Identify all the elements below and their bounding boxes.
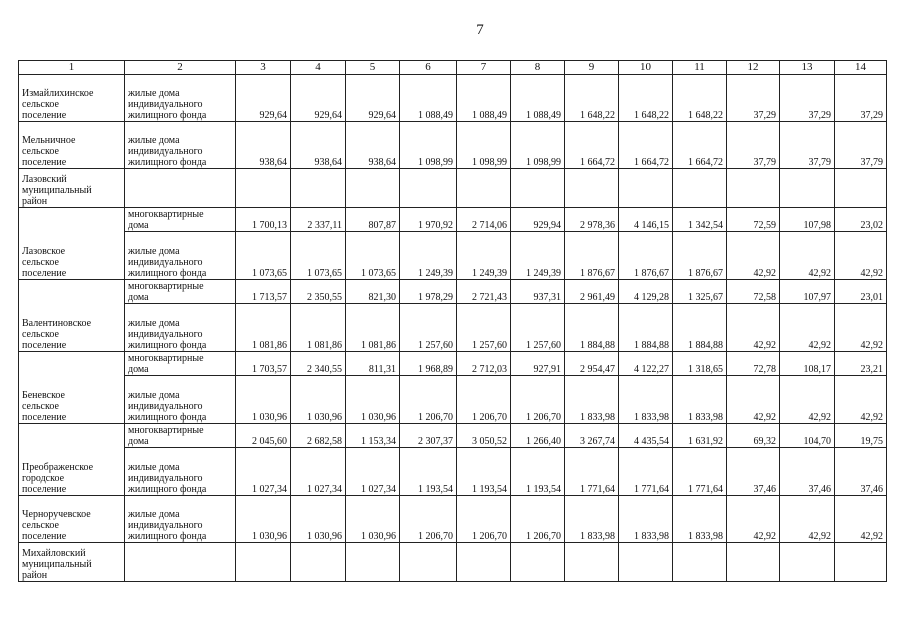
cell-text-line: сельское	[22, 146, 59, 157]
value-cell: 104,70	[780, 424, 835, 448]
cell-text-line: жилищного фонда	[128, 412, 207, 423]
value-cell: 929,64	[346, 75, 400, 122]
cell-text-line: жилые дома	[128, 318, 180, 329]
value-cell: 1 193,54	[457, 448, 511, 496]
cell-text-line: жилые дома	[128, 88, 180, 99]
value-cell	[673, 169, 727, 208]
value-cell	[511, 169, 565, 208]
value-cell: 23,01	[835, 280, 887, 304]
table-row	[19, 376, 887, 424]
value-cell	[346, 543, 400, 582]
value-cell: 938,64	[291, 122, 346, 169]
value-cell: 807,87	[346, 208, 400, 232]
value-cell: 69,32	[727, 424, 780, 448]
value-cell: 37,79	[780, 122, 835, 169]
value-cell: 1 833,98	[619, 496, 673, 543]
cell-text-line: многоквартирные	[128, 209, 204, 220]
value-cell: 42,92	[835, 232, 887, 280]
housing-type-cell	[125, 232, 236, 280]
housing-type-cell	[125, 424, 236, 448]
value-cell: 1 193,54	[400, 448, 457, 496]
value-cell	[291, 543, 346, 582]
municipal-district-cell	[19, 543, 125, 582]
value-cell: 1 030,96	[291, 496, 346, 543]
value-cell: 1 027,34	[346, 448, 400, 496]
value-cell: 1 030,96	[346, 376, 400, 424]
housing-type-cell	[125, 122, 236, 169]
housing-type-cell	[125, 280, 236, 304]
value-cell: 42,92	[727, 232, 780, 280]
value-cell: 1 876,67	[673, 232, 727, 280]
settlement-cell	[19, 280, 125, 352]
cell-text-line: индивидуального	[128, 401, 203, 412]
cell-text-line: Беневское	[22, 390, 65, 401]
cell-text-line: Мельничное	[22, 135, 76, 146]
value-cell: 1 088,49	[400, 75, 457, 122]
value-cell: 4 122,27	[619, 352, 673, 376]
value-cell	[673, 543, 727, 582]
cell-text-line: жилые дома	[128, 462, 180, 473]
value-cell	[619, 169, 673, 208]
cell-text-line: поселение	[22, 484, 67, 495]
column-header: 10	[619, 61, 673, 75]
value-cell: 1 206,70	[511, 376, 565, 424]
value-cell: 3 267,74	[565, 424, 619, 448]
value-cell: 4 129,28	[619, 280, 673, 304]
value-cell: 37,79	[835, 122, 887, 169]
cell-text-line: жилые дома	[128, 246, 180, 257]
settlement-cell	[19, 75, 125, 122]
value-cell: 2 682,58	[291, 424, 346, 448]
value-cell	[346, 169, 400, 208]
value-cell	[511, 543, 565, 582]
cell-text-line: индивидуального	[128, 146, 203, 157]
cell-text-line: городское	[22, 473, 65, 484]
table-row	[19, 424, 887, 448]
value-cell: 42,92	[835, 376, 887, 424]
value-cell: 42,92	[835, 304, 887, 352]
value-cell: 42,92	[727, 304, 780, 352]
cell-text-line: поселение	[22, 157, 67, 168]
value-cell: 72,58	[727, 280, 780, 304]
cell-text-line: Лазовский	[22, 174, 67, 185]
cell-text-line: дома	[128, 436, 149, 447]
table-row	[19, 304, 887, 352]
value-cell: 2 712,03	[457, 352, 511, 376]
cell-text-line: жилищного фонда	[128, 157, 207, 168]
value-cell: 19,75	[835, 424, 887, 448]
value-cell: 821,30	[346, 280, 400, 304]
cell-text-line: жилищного фонда	[128, 110, 207, 121]
cell-text-line: жилые дома	[128, 135, 180, 146]
value-cell: 4 146,15	[619, 208, 673, 232]
value-cell: 1 081,86	[291, 304, 346, 352]
table-row	[19, 75, 887, 122]
value-cell: 1 325,67	[673, 280, 727, 304]
value-cell	[780, 169, 835, 208]
column-header: 12	[727, 61, 780, 75]
cell-text-line: дома	[128, 364, 149, 375]
value-cell: 1 266,40	[511, 424, 565, 448]
cell-text-line: индивидуального	[128, 257, 203, 268]
value-cell: 1 249,39	[400, 232, 457, 280]
value-cell: 42,92	[727, 376, 780, 424]
value-cell: 37,79	[727, 122, 780, 169]
cell-text-line: поселение	[22, 340, 67, 351]
value-cell: 1 978,29	[400, 280, 457, 304]
cell-text-line: жилые дома	[128, 509, 180, 520]
value-cell: 2 307,37	[400, 424, 457, 448]
value-cell: 107,98	[780, 208, 835, 232]
value-cell: 1 098,99	[457, 122, 511, 169]
value-cell: 1 257,60	[457, 304, 511, 352]
cell-text-line: муниципальный	[22, 185, 92, 196]
column-header: 5	[346, 61, 400, 75]
value-cell	[565, 543, 619, 582]
value-cell: 2 978,36	[565, 208, 619, 232]
column-header: 1	[19, 61, 125, 75]
value-cell	[236, 543, 291, 582]
value-cell: 23,02	[835, 208, 887, 232]
value-cell: 37,29	[727, 75, 780, 122]
value-cell: 1 968,89	[400, 352, 457, 376]
settlement-cell	[19, 122, 125, 169]
value-cell: 2 714,06	[457, 208, 511, 232]
value-cell	[727, 169, 780, 208]
value-cell: 2 721,43	[457, 280, 511, 304]
value-cell: 1 249,39	[511, 232, 565, 280]
value-cell: 1 073,65	[291, 232, 346, 280]
page-number: 7	[476, 22, 484, 38]
cell-text-line: муниципальный	[22, 559, 92, 570]
value-cell: 42,92	[780, 232, 835, 280]
value-cell: 927,91	[511, 352, 565, 376]
column-header: 13	[780, 61, 835, 75]
table-row	[19, 543, 887, 582]
table-row	[19, 352, 887, 376]
value-cell: 1 030,96	[236, 376, 291, 424]
value-cell: 1 771,64	[673, 448, 727, 496]
value-cell: 1 648,22	[673, 75, 727, 122]
value-cell: 1 257,60	[400, 304, 457, 352]
value-cell: 1 098,99	[400, 122, 457, 169]
value-cell: 1 713,57	[236, 280, 291, 304]
housing-type-cell	[125, 448, 236, 496]
tariff-table	[18, 60, 887, 582]
settlement-cell	[19, 352, 125, 424]
value-cell: 42,92	[835, 496, 887, 543]
value-cell: 37,46	[727, 448, 780, 496]
value-cell: 1 206,70	[400, 496, 457, 543]
value-cell: 811,31	[346, 352, 400, 376]
cell-text-line: жилые дома	[128, 390, 180, 401]
cell-text-line: жилищного фонда	[128, 531, 207, 542]
value-cell: 1 648,22	[565, 75, 619, 122]
value-cell: 2 954,47	[565, 352, 619, 376]
cell-text-line: поселение	[22, 531, 67, 542]
value-cell	[291, 169, 346, 208]
value-cell: 1 027,34	[236, 448, 291, 496]
value-cell: 2 350,55	[291, 280, 346, 304]
value-cell: 1 027,34	[291, 448, 346, 496]
value-cell: 1 970,92	[400, 208, 457, 232]
table-row	[19, 448, 887, 496]
value-cell: 1 206,70	[457, 496, 511, 543]
cell-text-line: Измайлихинское	[22, 88, 94, 99]
cell-text-line: индивидуального	[128, 329, 203, 340]
cell-text-line: Михайловский	[22, 548, 86, 559]
column-header: 7	[457, 61, 511, 75]
cell-text-line: сельское	[22, 329, 59, 340]
cell-text-line: многоквартирные	[128, 281, 204, 292]
value-cell: 1 206,70	[511, 496, 565, 543]
value-cell: 1 193,54	[511, 448, 565, 496]
value-cell: 1 664,72	[619, 122, 673, 169]
value-cell: 1 703,57	[236, 352, 291, 376]
value-cell: 1 884,88	[673, 304, 727, 352]
table-body	[19, 61, 887, 582]
column-header: 4	[291, 61, 346, 75]
value-cell: 37,46	[780, 448, 835, 496]
value-cell: 929,64	[236, 75, 291, 122]
cell-text-line: район	[22, 196, 48, 207]
cell-text-line: многоквартирные	[128, 425, 204, 436]
value-cell	[457, 169, 511, 208]
value-cell: 1 318,65	[673, 352, 727, 376]
value-cell: 23,21	[835, 352, 887, 376]
value-cell	[236, 169, 291, 208]
value-cell: 1 876,67	[619, 232, 673, 280]
housing-type-cell	[125, 543, 236, 582]
value-cell: 938,64	[236, 122, 291, 169]
column-header: 9	[565, 61, 619, 75]
cell-text-line: Лазовское	[22, 246, 66, 257]
value-cell: 42,92	[727, 496, 780, 543]
value-cell: 1 833,98	[673, 376, 727, 424]
table-row	[19, 122, 887, 169]
cell-text-line: дома	[128, 220, 149, 231]
cell-text-line: Черноручевское	[22, 509, 91, 520]
cell-text-line: поселение	[22, 412, 67, 423]
value-cell: 1 206,70	[457, 376, 511, 424]
column-header: 8	[511, 61, 565, 75]
value-cell: 1 073,65	[346, 232, 400, 280]
housing-type-cell	[125, 376, 236, 424]
value-cell: 1 098,99	[511, 122, 565, 169]
value-cell: 72,59	[727, 208, 780, 232]
value-cell: 2 961,49	[565, 280, 619, 304]
housing-type-cell	[125, 496, 236, 543]
value-cell: 37,29	[835, 75, 887, 122]
value-cell: 1 081,86	[346, 304, 400, 352]
value-cell: 1 833,98	[565, 496, 619, 543]
value-cell: 1 249,39	[457, 232, 511, 280]
cell-text-line: дома	[128, 292, 149, 303]
cell-text-line: индивидуального	[128, 520, 203, 531]
housing-type-cell	[125, 75, 236, 122]
value-cell: 42,92	[780, 376, 835, 424]
value-cell: 1 153,34	[346, 424, 400, 448]
value-cell: 929,64	[291, 75, 346, 122]
column-header: 3	[236, 61, 291, 75]
value-cell: 937,31	[511, 280, 565, 304]
value-cell	[457, 543, 511, 582]
housing-type-cell	[125, 169, 236, 208]
cell-text-line: поселение	[22, 110, 67, 121]
value-cell: 1 833,98	[673, 496, 727, 543]
municipal-district-cell	[19, 169, 125, 208]
value-cell: 42,92	[780, 304, 835, 352]
cell-text-line: сельское	[22, 520, 59, 531]
value-cell	[835, 543, 887, 582]
table-row	[19, 169, 887, 208]
value-cell: 1 771,64	[619, 448, 673, 496]
settlement-cell	[19, 424, 125, 496]
cell-text-line: индивидуального	[128, 473, 203, 484]
value-cell: 1 833,98	[565, 376, 619, 424]
cell-text-line: жилищного фонда	[128, 268, 207, 279]
cell-text-line: сельское	[22, 401, 59, 412]
cell-text-line: Валентиновское	[22, 318, 92, 329]
value-cell: 1 884,88	[565, 304, 619, 352]
value-cell	[619, 543, 673, 582]
value-cell: 1 342,54	[673, 208, 727, 232]
value-cell: 37,46	[835, 448, 887, 496]
value-cell: 72,78	[727, 352, 780, 376]
value-cell: 1 664,72	[673, 122, 727, 169]
housing-type-cell	[125, 304, 236, 352]
value-cell: 1 206,70	[400, 376, 457, 424]
table-row	[19, 496, 887, 543]
value-cell: 2 340,55	[291, 352, 346, 376]
value-cell: 107,97	[780, 280, 835, 304]
column-header: 14	[835, 61, 887, 75]
value-cell: 1 664,72	[565, 122, 619, 169]
value-cell	[400, 543, 457, 582]
cell-text-line: сельское	[22, 99, 59, 110]
cell-text-line: индивидуального	[128, 99, 203, 110]
value-cell: 1 631,92	[673, 424, 727, 448]
cell-text-line: Преображенское	[22, 462, 94, 473]
value-cell: 4 435,54	[619, 424, 673, 448]
table-row	[19, 232, 887, 280]
table-row	[19, 280, 887, 304]
value-cell	[565, 169, 619, 208]
value-cell: 1 700,13	[236, 208, 291, 232]
value-cell: 938,64	[346, 122, 400, 169]
value-cell: 1 088,49	[511, 75, 565, 122]
value-cell: 1 648,22	[619, 75, 673, 122]
value-cell: 1 088,49	[457, 75, 511, 122]
table-row	[19, 208, 887, 232]
value-cell: 2 337,11	[291, 208, 346, 232]
value-cell: 1 030,96	[346, 496, 400, 543]
value-cell: 1 081,86	[236, 304, 291, 352]
value-cell	[835, 169, 887, 208]
column-header: 2	[125, 61, 236, 75]
value-cell: 1 876,67	[565, 232, 619, 280]
value-cell: 2 045,60	[236, 424, 291, 448]
value-cell: 1 833,98	[619, 376, 673, 424]
cell-text-line: жилищного фонда	[128, 484, 207, 495]
value-cell: 1 030,96	[291, 376, 346, 424]
cell-text-line: сельское	[22, 257, 59, 268]
housing-type-cell	[125, 352, 236, 376]
settlement-cell	[19, 208, 125, 280]
value-cell: 1 771,64	[565, 448, 619, 496]
cell-text-line: жилищного фонда	[128, 340, 207, 351]
value-cell	[780, 543, 835, 582]
value-cell	[727, 543, 780, 582]
cell-text-line: район	[22, 570, 48, 581]
column-header: 6	[400, 61, 457, 75]
value-cell: 1 073,65	[236, 232, 291, 280]
settlement-cell	[19, 496, 125, 543]
value-cell: 42,92	[780, 496, 835, 543]
value-cell: 1 884,88	[619, 304, 673, 352]
value-cell: 108,17	[780, 352, 835, 376]
value-cell	[400, 169, 457, 208]
value-cell: 1 030,96	[236, 496, 291, 543]
cell-text-line: многоквартирные	[128, 353, 204, 364]
value-cell: 3 050,52	[457, 424, 511, 448]
value-cell: 929,94	[511, 208, 565, 232]
value-cell: 1 257,60	[511, 304, 565, 352]
column-header: 11	[673, 61, 727, 75]
value-cell: 37,29	[780, 75, 835, 122]
cell-text-line: поселение	[22, 268, 67, 279]
header-row	[19, 61, 887, 75]
housing-type-cell	[125, 208, 236, 232]
